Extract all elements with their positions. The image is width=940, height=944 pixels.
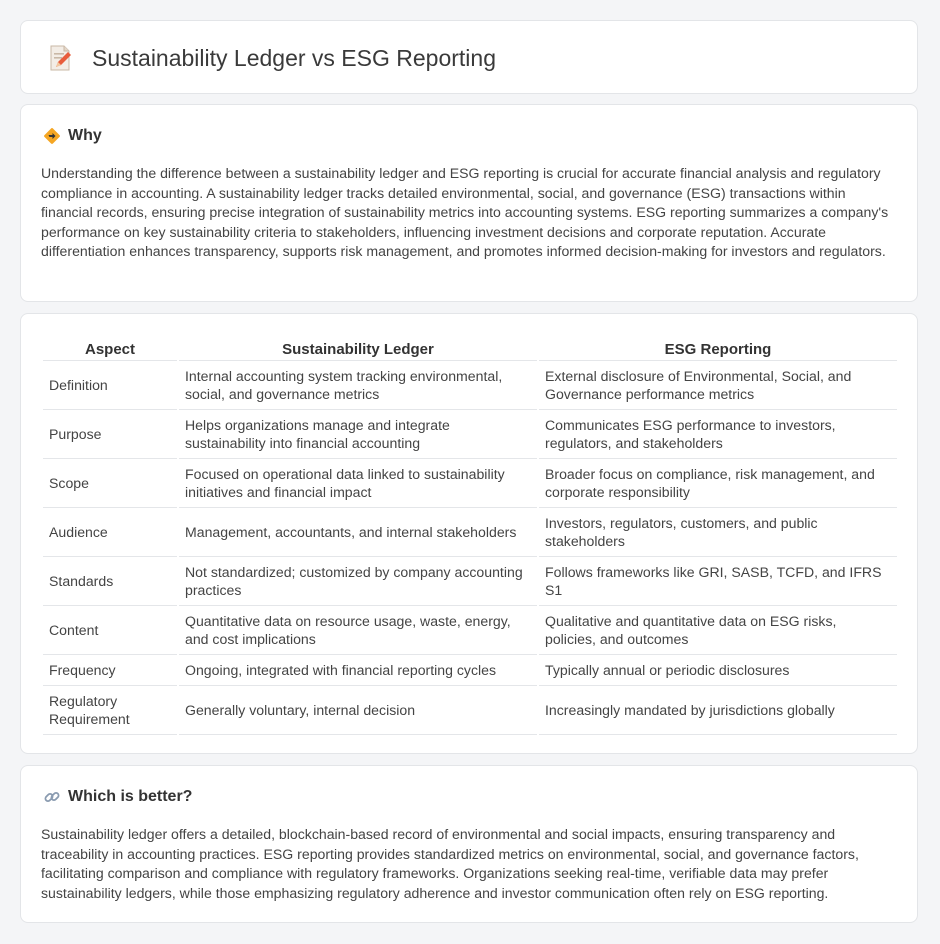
row-aspect: Frequency	[43, 655, 177, 686]
header-aspect: Aspect	[43, 334, 177, 361]
row-aspect: Definition	[43, 361, 177, 410]
row-esg: Communicates ESG performance to investors, regulators, and stakeholders	[539, 410, 897, 459]
row-aspect: Scope	[43, 459, 177, 508]
page-title: Sustainability Ledger vs ESG Reporting	[92, 44, 496, 71]
header-sustainability-ledger: Sustainability Ledger	[179, 334, 537, 361]
header-esg-reporting: ESG Reporting	[539, 334, 897, 361]
table-row	[43, 361, 897, 410]
row-aspect: Regulatory Requirement	[43, 686, 177, 735]
row-esg: Follows frameworks like GRI, SASB, TCFD, and IFRS S1	[539, 557, 897, 606]
row-ledger: Ongoing, integrated with financial reporting cycles	[179, 655, 537, 686]
row-aspect: Standards	[43, 557, 177, 606]
which-better-card	[20, 765, 918, 923]
row-aspect: Audience	[43, 508, 177, 557]
row-esg: Broader focus on compliance, risk management, and corporate responsibility	[539, 459, 897, 508]
better-heading-row	[43, 788, 192, 806]
row-ledger: Not standardized; customized by company accounting practices	[179, 557, 537, 606]
table-row	[43, 655, 897, 686]
table-header-row	[43, 334, 897, 361]
why-card	[20, 104, 918, 302]
row-ledger: Generally voluntary, internal decision	[179, 686, 537, 735]
row-ledger: Quantitative data on resource usage, waste, energy, and cost implications	[179, 606, 537, 655]
row-ledger: Management, accountants, and internal stakeholders	[179, 508, 537, 557]
row-esg: Increasingly mandated by jurisdictions globally	[539, 686, 897, 735]
title-row	[45, 43, 496, 73]
table-row	[43, 606, 897, 655]
table-row	[43, 686, 897, 735]
why-text: Understanding the difference between a sustainability ledger and ESG reporting is crucial for accurate financial analysis and regulatory compliance in accounting. A sustainability ledger tracks detailed environmental, social, and governance (ESG) transactions within financial records, ensuring precise integration of sustainability metrics into accounting systems. ESG reporting summarizes a company's performance on key sustainability criteria to stakeholders, influencing investment decisions and corporate reputation. Accurate differentiation enhances transparency, supports risk management, and promotes informed decision-making for investors and regulators.	[41, 165, 889, 259]
why-heading: Why	[68, 127, 102, 144]
row-ledger: Focused on operational data linked to sustainability initiatives and financial impact	[179, 459, 537, 508]
row-esg: Investors, regulators, customers, and public stakeholders	[539, 508, 897, 557]
table-row	[43, 557, 897, 606]
row-ledger: Internal accounting system tracking environmental, social, and governance metrics	[179, 361, 537, 410]
row-esg: Typically annual or periodic disclosures	[539, 655, 897, 686]
row-esg: External disclosure of Environmental, Social, and Governance performance metrics	[539, 361, 897, 410]
table-row	[43, 459, 897, 508]
row-aspect: Content	[43, 606, 177, 655]
comparison-table	[41, 334, 899, 735]
title-card	[20, 20, 918, 94]
comparison-card	[20, 313, 918, 754]
table-row	[43, 508, 897, 557]
better-heading: Which is better?	[68, 788, 193, 805]
document-pencil-icon	[45, 43, 75, 73]
link-icon	[43, 788, 61, 806]
row-ledger: Helps organizations manage and integrate sustainability into financial accounting	[179, 410, 537, 459]
row-aspect: Purpose	[43, 410, 177, 459]
better-text: Sustainability ledger offers a detailed, blockchain-based record of environmental and social impacts, ensuring transparency and traceability in accounting practices. ESG reporting provides standardized metrics on environmental, social, and governance factors, facilitating comparison and compliance with regulatory frameworks. Organizations seeking real-time, verifiable data may prefer sustainability ledgers, while those emphasizing regulatory adherence and investor communication often rely on ESG reporting.	[41, 826, 859, 901]
why-heading-row	[43, 127, 102, 145]
road-sign-icon	[43, 127, 61, 145]
row-esg: Qualitative and quantitative data on ESG risks, policies, and outcomes	[539, 606, 897, 655]
table-row	[43, 410, 897, 459]
